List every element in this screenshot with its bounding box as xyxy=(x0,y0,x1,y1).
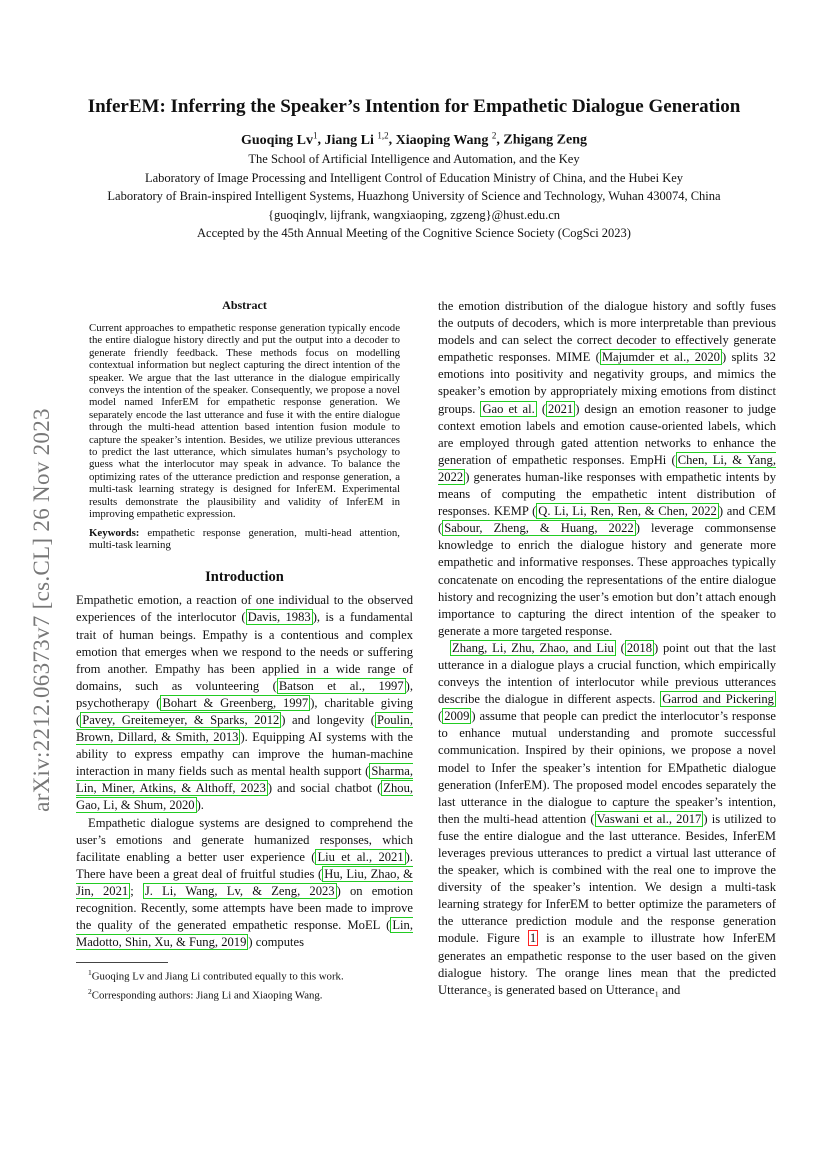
body-text: ) splits 32 emotions into positivity and negativity groups, and mimics the speaker’s emotion by appropriately mixing emotions from distinct groups. xyxy=(438,350,776,416)
body-text: ) design an emotion reasoner to judge context emotion labels and emotion cause-oriented labels, which are employed through gated attention networks to enhance the generation of empathetic responses. EmpHi ( xyxy=(438,401,776,467)
abstract-text: Current approaches to empathetic response generation typically encode the entire dialogue history directly and put the output into a decoder to generate friendly feedback. These methods focus on modelling contextual information but neglect capturing the direct intention of the speaker. We argue that the last utterance in the dialogue empirically conveys the intention of the speaker. Consequently, we propose a novel model named InferEM for empathetic response generation. We separately encode the last utterance and fuse it with the entire dialogue through the multi-head attention based intention fusion module to capture the speaker’s intention. Besides, we utilize previous utterances to predict the last utterance, which simulates human’s psychology to guess what the interlocutor may speak in advance. To balance the optimizing rates of the utterance prediction and response generation, a multi-task learning strategy is designed for InferEM. Experimental results demonstrate the plausibility and validity of InferEM in improving empathetic expression. xyxy=(89,322,400,521)
citation-link[interactable]: Q. Li, Li, Ren, Ren, & Chen, 2022 xyxy=(538,504,717,519)
body-text: ) leverage commonsense knowledge to enrich the dialogue history and generate more empathetic and informative responses. These approaches typically concatenate on encoding the representations of the entire dialogue history and recognizing the user’s emotion but don’t attach enough importance to capturing the direct intention of the speaker to generate a more targeted response. xyxy=(438,521,776,638)
citation-link[interactable]: Hu, Liu, Zhao, & Jin, 2021 xyxy=(76,866,413,898)
arxiv-id-text: arXiv:2212.06373v7 [cs.CL] 26 Nov 2023 xyxy=(29,408,55,812)
affiliation-line: The School of Artificial Intelligence and Automation, and the Key xyxy=(248,152,580,166)
body-text: ; xyxy=(130,883,143,898)
body-text: ) assume that people can predict the interlocutor’s response to enhance mutual understanding and promote successful communication. Inspired by their opinions, we propose a novel model to Infer the speaker’s intention for EMpathetic dialogue generation (InferEM). The proposed model encodes separately the last utterance in the dialogue to capture the speaker’s intention, then the multi-head attention ( xyxy=(438,709,776,826)
body-text: ) on emotion recognition. Recently, some attempts have been made to improve the quality of the generated empathetic response. MoEL ( xyxy=(76,883,413,933)
citation-link[interactable]: Poulin, Brown, Dillard, & Smith, 2013 xyxy=(76,712,413,745)
body-text: ) and longevity ( xyxy=(281,712,375,727)
citation-link[interactable]: J. Li, Wang, Lv, & Zeng, 2023 xyxy=(144,883,335,898)
citation-link[interactable]: Vaswani et al., 2017 xyxy=(596,811,702,826)
body-text: the emotion distribution of the dialogue history and softly fuses the outputs of decoders, which is more interpretable than previous models and can select the correct decoder to effectively generate empathetic responses. MIME ( xyxy=(438,299,776,365)
citation-link[interactable]: Liu et al., 2021 xyxy=(317,849,404,864)
citation-link[interactable]: Sharma, Lin, Miner, Atkins, & Althoff, 2023 xyxy=(76,764,413,796)
body-text: ) is utilized to fuse the entire dialogue and the last utterance. Besides, InferEM leverages previous utterances to predict a virtual last utterance of the speaker, which is combined with the real one to improve the diversity of the speaker’s intention. We design a multi-task learning strategy for InferEM to better optimize the parameters of the utterance prediction module and the response generation module. Figure xyxy=(438,811,777,946)
footnote-divider xyxy=(76,962,168,963)
intro-paragraph-2 xyxy=(76,815,413,952)
affiliation-block xyxy=(40,150,788,243)
citation-link[interactable]: Chen, Li, & Yang, 2022 xyxy=(438,452,776,484)
keywords xyxy=(89,527,400,552)
citation-link[interactable]: Batson et al., 1997 xyxy=(278,678,404,693)
citation-link[interactable]: Zhang, Li, Zhu, Zhao, and Liu xyxy=(452,640,614,655)
body-text: ), charitable giving ( xyxy=(76,695,413,727)
footnote-2: $^2$Corresponding authors: Jiang Li and Xiaoping Wang. xyxy=(88,986,323,1002)
citation-link[interactable]: Garrod and Pickering xyxy=(662,692,774,707)
paper-title: InferEM: Inferring the Speaker’s Intention for Empathetic Dialogue Generation xyxy=(87,96,741,117)
body-text: is an example to illustrate how InferEM generates an empathetic response to the user based on the given dialogue history. The orange lines mean that the predicted Utterance₃ is generated based on Utterance₁ and xyxy=(438,931,776,997)
citation-link[interactable]: Pavey, Greitemeyer, & Sparks, 2012 xyxy=(82,712,280,727)
right-column xyxy=(438,298,776,999)
author-4: Zhigang Zeng xyxy=(503,132,587,148)
citation-link[interactable]: Bohart & Greenberg, 1997 xyxy=(162,695,309,710)
author-3: Xiaoping Wang $^2$ xyxy=(395,130,497,148)
citation-link[interactable]: Davis, 1983 xyxy=(247,610,311,625)
keywords-text: empathetic response generation, multi-head attention, multi-task learning xyxy=(89,526,401,551)
figure-reference-link[interactable]: 1 xyxy=(529,931,537,946)
body-text: ), is a fundamental trait of human beings. Empathy is a contentious and complex emotion that emerges when we respond to the needs or suffering from another. Empathy has been applied in a wide range of domains, such as volunteering ( xyxy=(76,610,413,693)
introduction-heading: Introduction xyxy=(205,569,284,586)
acceptance-note: Accepted by the 45th Annual Meeting of the Cognitive Science Society (CogSci 2023) xyxy=(197,226,631,240)
body-text: ) computes xyxy=(248,935,304,950)
citation-link[interactable]: Sabour, Zheng, & Huang, 2022 xyxy=(444,521,634,536)
citation-link[interactable]: Gao et al. xyxy=(482,401,535,416)
body-text: ). There have been a great deal of fruitful studies ( xyxy=(76,849,413,881)
keywords-label: Keywords: xyxy=(89,526,140,539)
intro-paragraph-1 xyxy=(76,592,413,814)
citation-link[interactable]: 2009 xyxy=(444,709,470,724)
author-2: Jiang Li $^{1,2}$ xyxy=(324,130,389,148)
intro-paragraph-3 xyxy=(438,298,776,640)
body-text: Empathetic emotion, a reaction of one individual to the observed experiences of the interlocutor ( xyxy=(76,593,413,625)
intro-paragraph-4 xyxy=(438,640,776,999)
citation-link[interactable]: 2018 xyxy=(626,640,653,655)
citation-link[interactable]: Majumder et al., 2020 xyxy=(601,350,720,365)
author-1: Guoqing Lv$^1$ xyxy=(240,130,318,148)
affiliation-line: Laboratory of Image Processing and Intelligent Control of Education Ministry of China, and the Hubei Key xyxy=(144,170,684,185)
left-column xyxy=(76,298,413,1002)
body-text: ( xyxy=(438,709,443,724)
author-list: Guoqing Lv$^1$, Jiang Li $^{1,2}$, Xiaoping Wang $^2$, Zhigang Zeng xyxy=(240,130,587,148)
body-text: ) and CEM ( xyxy=(438,504,776,536)
citation-link[interactable]: 2021 xyxy=(548,401,574,416)
body-text: ). xyxy=(196,798,204,813)
author-emails: {guoqinglv, lijfrank, wangxiaoping, zgzeng}@hust.edu.cn xyxy=(267,207,561,222)
body-text: ( xyxy=(536,401,547,416)
citation-link[interactable]: Zhou, Gao, Li, & Shum, 2020 xyxy=(76,781,414,813)
body-text: ( xyxy=(615,640,625,655)
body-text: ), psychotherapy ( xyxy=(76,678,413,710)
body-text: ) and social chatbot ( xyxy=(267,781,382,796)
citation-link[interactable]: Lin, Madotto, Shin, Xu, & Fung, 2019 xyxy=(76,918,413,950)
footnote-1: $^1$Guoqing Lv and Jiang Li contributed equally to this work. xyxy=(88,968,344,983)
arxiv-identifier-stamp xyxy=(22,360,62,860)
affiliation-line: Laboratory of Brain-inspired Intelligent Systems, Huazhong University of Science and Technology, Wuhan 430074, China xyxy=(107,189,721,203)
body-text: Empathetic dialogue systems are designed to comprehend the user’s emotions and generate humanized responses, which facilitate enabling a better user experience ( xyxy=(76,815,413,864)
abstract-heading: Abstract xyxy=(222,298,267,312)
body-text: ) point out that the last utterance in a dialogue plays a crucial function, which empirically conveys the intention of interlocutor while previous utterances describe the dialogue in different aspects. xyxy=(438,640,776,707)
body-text: ). Equipping AI systems with the ability to express empathy can improve the human-machine interaction in many fields such as mental health support ( xyxy=(76,730,414,779)
body-text: ) generates human-like responses with empathetic intents by means of computing the empathetic intent distribution of responses. KEMP ( xyxy=(438,469,776,519)
